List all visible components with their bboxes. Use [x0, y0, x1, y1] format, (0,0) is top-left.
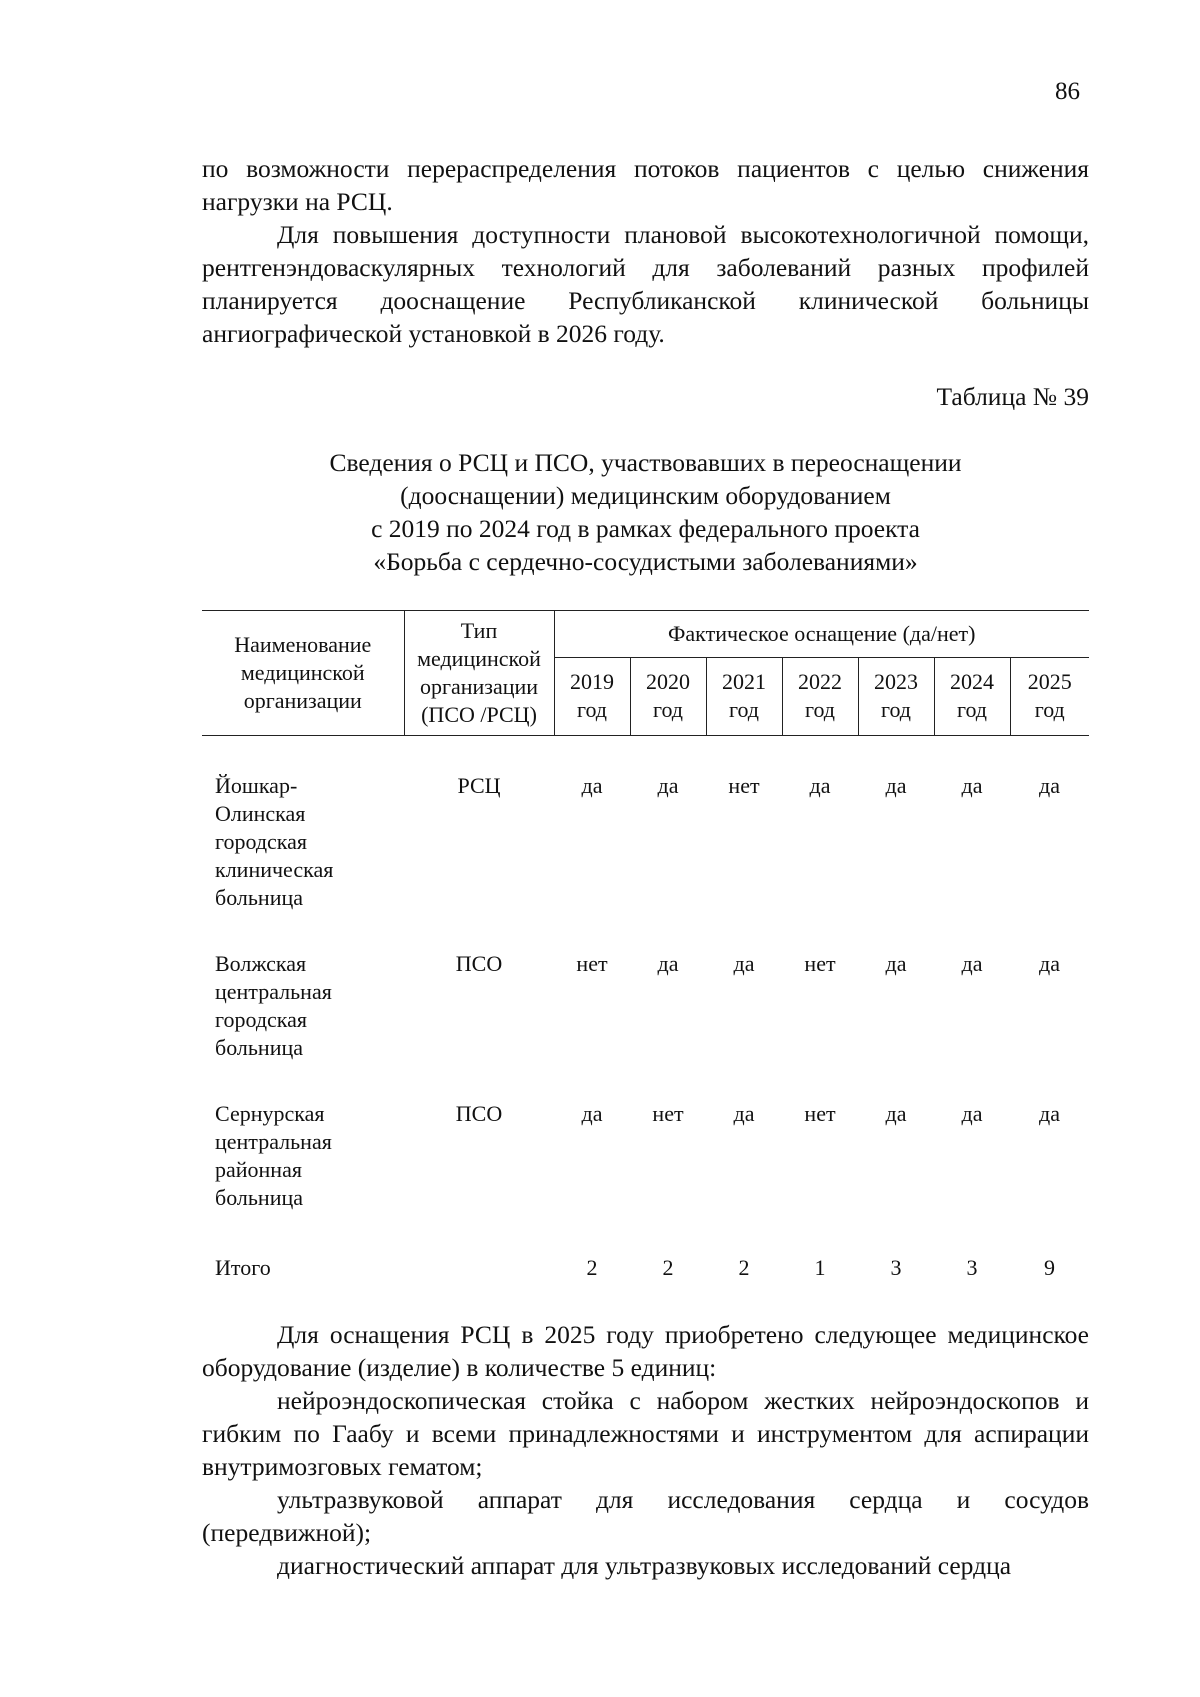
after-table-text [202, 1318, 1089, 1582]
total-value-cell: 9 [1044, 1255, 1055, 1280]
value-cell: да [961, 773, 983, 798]
intro-text [202, 152, 1089, 350]
table-title [202, 446, 1089, 578]
total-value-cell: 1 [814, 1255, 826, 1280]
header-year: 2019 год [554, 657, 630, 735]
equipment-table [202, 610, 1089, 1282]
table-number: Таблица № 39 [936, 382, 1089, 411]
value-cell: да [1039, 1101, 1060, 1126]
table-row [202, 950, 1089, 1100]
value-cell: да [885, 951, 907, 976]
table-row [202, 1100, 1089, 1250]
header-org-name: Наименование медицинской организации [202, 611, 404, 736]
value-cell: да [581, 1101, 603, 1126]
value-cell: нет [728, 773, 760, 798]
list-item: нейроэндоскопическая стойка с набором жестких нейроэндоскопов и гибким по Гаабу и всеми принадлежностями и инструментом для аспирации внутримозговых гематом; [202, 1386, 1089, 1481]
value-cell: нет [576, 951, 608, 976]
table-title-line: (дооснащении) медицинским оборудованием [400, 481, 891, 510]
org-name-cell: Волжская центральная городская больница [215, 951, 332, 1060]
value-cell: нет [652, 1101, 684, 1126]
paragraph: Для повышения доступности плановой высокотехнологичной помощи, рентгенэндоваскулярных технологий для заболеваний разных профилей планируется дооснащение Республиканской клинической больницы ангиографической установкой в 2026 году. [202, 220, 1089, 348]
value-cell: да [581, 773, 603, 798]
value-cell: да [657, 951, 679, 976]
table-title-line: Сведения о РСЦ и ПСО, участвовавших в переоснащении [329, 448, 962, 477]
page-number: 86 [1055, 78, 1080, 105]
value-cell: да [961, 1101, 983, 1126]
paragraph: Для оснащения РСЦ в 2025 году приобретено следующее медицинское оборудование (изделие) в количестве 5 единиц: [202, 1320, 1089, 1382]
value-cell: да [657, 773, 679, 798]
value-cell: да [1039, 773, 1060, 798]
org-name-cell: Йошкар-Олинская городская клиническая больница [215, 773, 334, 910]
total-value-cell: 3 [966, 1255, 978, 1280]
value-cell: да [1039, 951, 1060, 976]
header-year: 2022 год [782, 657, 858, 735]
header-org-type: Тип медицинской организации (ПСО /РСЦ) [404, 611, 554, 736]
list-item: ультразвуковой аппарат для исследования сердца и сосудов (передвижной); [202, 1485, 1089, 1547]
total-value-cell: 2 [586, 1255, 598, 1280]
total-value-cell: 2 [738, 1255, 750, 1280]
value-cell: да [961, 951, 983, 976]
org-type-cell: ПСО [455, 951, 503, 976]
value-cell: нет [804, 951, 836, 976]
header-year: 2025 год [1010, 657, 1089, 735]
paragraph: по возможности перераспределения потоков пациентов с целью снижения нагрузки на РСЦ. [202, 154, 1089, 216]
header-year: 2023 год [858, 657, 934, 735]
org-type-cell: ПСО [455, 1101, 503, 1126]
value-cell: да [885, 1101, 907, 1126]
value-cell: да [733, 951, 755, 976]
value-cell: нет [804, 1101, 836, 1126]
empty-cell [404, 1250, 554, 1282]
header-year: 2024 год [934, 657, 1010, 735]
header-year: 2021 год [706, 657, 782, 735]
table-row [202, 772, 1089, 950]
org-type-cell: РСЦ [457, 773, 501, 798]
table-title-line: «Борьба с сердечно-сосудистыми заболеваниями» [373, 547, 918, 576]
value-cell: да [809, 773, 831, 798]
total-value-cell: 3 [890, 1255, 902, 1280]
table-title-line: с 2019 по 2024 год в рамках федерального проекта [371, 514, 920, 543]
total-row [202, 1250, 1089, 1282]
spacer [202, 736, 1089, 773]
total-label: Итого [215, 1255, 271, 1280]
org-name-cell: Сернурская центральная районная больница [215, 1101, 332, 1210]
header-year: 2020 год [630, 657, 706, 735]
total-value-cell: 2 [662, 1255, 674, 1280]
value-cell: да [733, 1101, 755, 1126]
header-actual-equipment: Фактическое оснащение (да/нет) [554, 611, 1089, 658]
value-cell: да [885, 773, 907, 798]
list-item: диагностический аппарат для ультразвуковых исследований сердца [277, 1551, 1012, 1580]
